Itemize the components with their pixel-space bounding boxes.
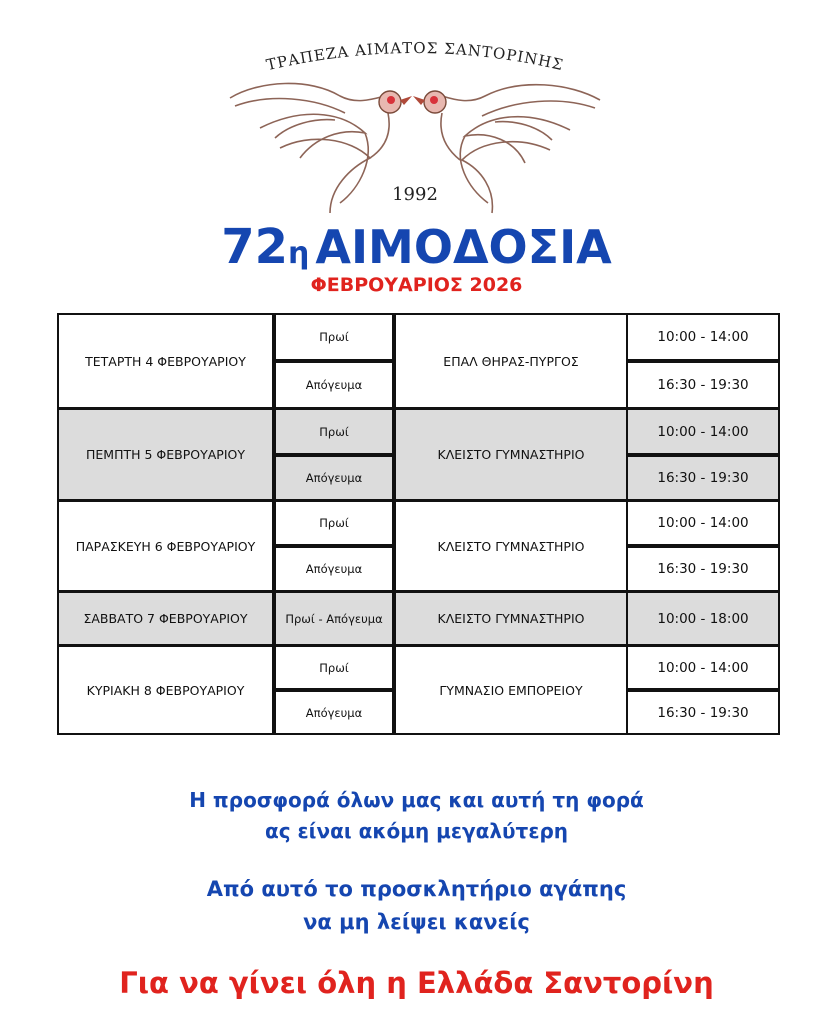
message-line: να μη λείψει κανείς	[303, 910, 530, 934]
message-line: ας είναι ακόμη μεγαλύτερη	[264, 819, 569, 843]
two-birds-kissing-icon	[220, 38, 610, 218]
schedule-venue: ΚΛΕΙΣΤΟ ΓΥΜΝΑΣΤΗΡΙΟ	[394, 500, 628, 592]
schedule-time: 10:00 - 14:00	[626, 408, 780, 455]
left-bird	[230, 83, 389, 213]
schedule-time: 10:00 - 14:00	[626, 313, 780, 361]
title-word: ΑΙΜΟΔΟΣΙΑ	[315, 220, 612, 274]
schedule-venue: ΕΠΑΛ ΘΗΡΑΣ-ΠΥΡΓΟΣ	[394, 313, 628, 409]
schedule-period: Πρωί - Απόγευμα	[274, 591, 394, 646]
schedule-period: Πρωί	[274, 313, 394, 361]
schedule-time: 16:30 - 19:30	[626, 546, 780, 592]
schedule-period: Πρωί	[274, 645, 394, 690]
schedule-time: 16:30 - 19:30	[626, 455, 780, 501]
schedule-day: ΠΑΡΑΣΚΕΥΗ 6 ΦΕΒΡΟΥΑΡΙΟΥ	[57, 500, 274, 592]
schedule-day: ΚΥΡΙΑΚΗ 8 ΦΕΒΡΟΥΑΡΙΟΥ	[57, 645, 274, 735]
schedule-time: 16:30 - 19:30	[626, 690, 780, 735]
schedule-day: ΠΕΜΠΤΗ 5 ΦΕΒΡΟΥΑΡΙΟΥ	[57, 408, 274, 501]
schedule-time: 10:00 - 14:00	[626, 645, 780, 690]
schedule-venue: ΓΥΜΝΑΣΙΟ ΕΜΠΟΡΕΙΟΥ	[394, 645, 628, 735]
final-slogan: Για να γίνει όλη η Ελλάδα Σαντορίνη	[119, 966, 714, 1000]
logo-arc-text: ΤΡΑΠΕΖΑ ΑΙΜΑΤΟΣ ΣΑΝΤΟΡΙΝΗΣ	[264, 38, 566, 75]
message-line: Από αυτό το προσκλητήριο αγάπης	[206, 877, 627, 901]
schedule-day: ΤΕΤΑΡΤΗ 4 ΦΕΒΡΟΥΑΡΙΟΥ	[57, 313, 274, 409]
right-bird	[441, 85, 600, 213]
schedule-time: 10:00 - 18:00	[626, 591, 780, 646]
blood-bank-logo	[220, 38, 610, 218]
schedule-period: Απόγευμα	[274, 546, 394, 592]
schedule-venue: ΚΛΕΙΣΤΟ ΓΥΜΝΑΣΤΗΡΙΟ	[394, 591, 628, 646]
message-line: Η προσφορά όλων μας και αυτή τη φορά	[189, 788, 644, 812]
page-subtitle: ΦΕΒΡΟΥΑΡΙΟΣ 2026	[310, 274, 523, 296]
title-number: 72	[221, 219, 288, 275]
schedule-period: Απόγευμα	[274, 455, 394, 501]
schedule-time: 16:30 - 19:30	[626, 361, 780, 409]
schedule-period: Απόγευμα	[274, 361, 394, 409]
logo-year: 1992	[392, 184, 438, 205]
message-block-2	[0, 873, 833, 939]
schedule-venue: ΚΛΕΙΣΤΟ ΓΥΜΝΑΣΤΗΡΙΟ	[394, 408, 628, 501]
schedule-period: Πρωί	[274, 408, 394, 455]
schedule-time: 10:00 - 14:00	[626, 500, 780, 546]
title-suffix: η	[287, 236, 310, 271]
schedule-day: ΣΑΒΒΑΤΟ 7 ΦΕΒΡΟΥΑΡΙΟΥ	[57, 591, 274, 646]
schedule-period: Απόγευμα	[274, 690, 394, 735]
schedule-period: Πρωί	[274, 500, 394, 546]
schedule-table	[57, 313, 780, 739]
message-block-1	[0, 785, 833, 847]
